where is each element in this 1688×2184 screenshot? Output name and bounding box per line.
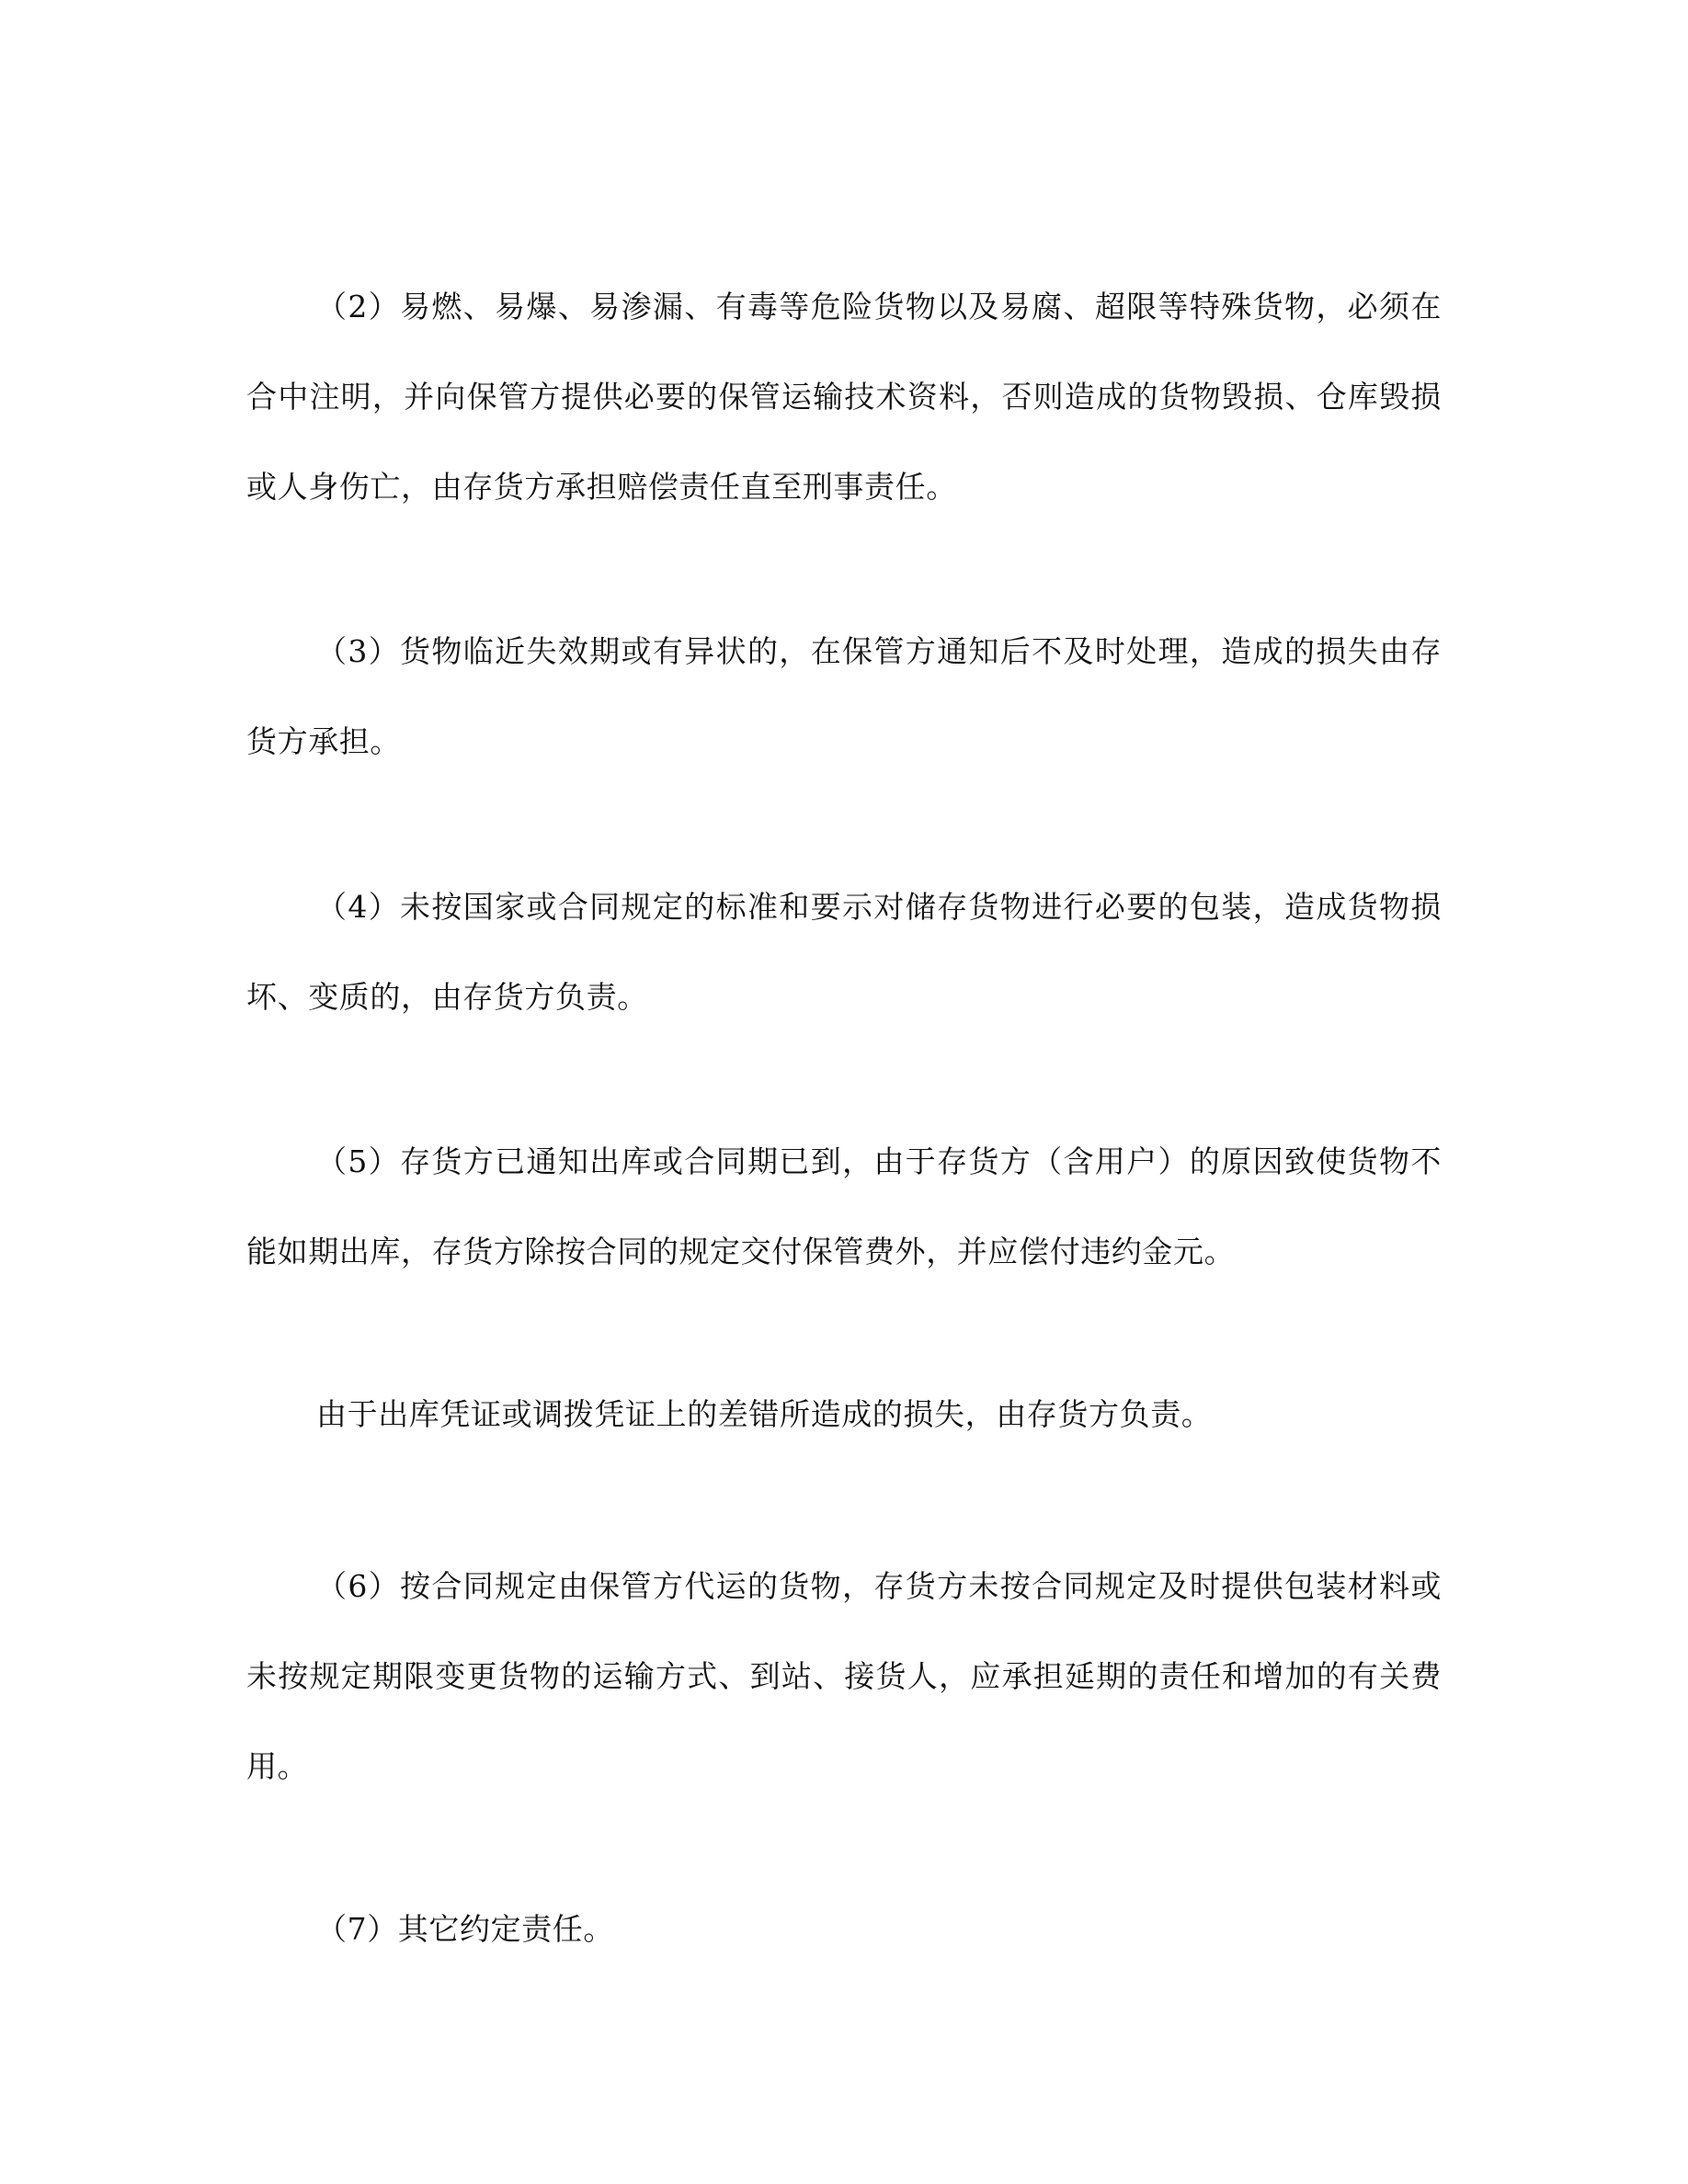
paragraph-7: （7）其它约定责任。 xyxy=(316,1911,614,1947)
paragraph-note: 由于出库凭证或调拨凭证上的差错所造成的损失，由存货方负责。 xyxy=(316,1396,1213,1432)
paragraph-5: （5）存货方已通知出库或合同期已到，由于存货方（含用户）的原因致使货物不能如期出库，存货方除按合同的规定交付保管费外，并应偿付违约金元。 xyxy=(246,1143,1442,1269)
paragraph-6: （6）按合同规定由保管方代运的货物，存货方未按合同规定及时提供包装材料或未按规定期限变更货物的运输方式、到站、接货人，应承担延期的责任和增加的有关费用。 xyxy=(246,1568,1442,1784)
paragraph-4: （4）未按国家或合同规定的标准和要示对储存货物进行必要的包装，造成货物损坏、变质的，由存货方负责。 xyxy=(246,889,1442,1015)
paragraph-2: （2）易燃、易爆、易渗漏、有毒等危险货物以及易腐、超限等特殊货物，必须在合中注明，并向保管方提供必要的保管运输技术资料，否则造成的货物毁损、仓库毁损或人身伤亡，由存货方承担赔偿责任直至刑事责任。 xyxy=(246,289,1442,505)
paragraph-3: （3）货物临近失效期或有异状的，在保管方通知后不及时处理，造成的损失由存货方承担。 xyxy=(246,633,1442,759)
